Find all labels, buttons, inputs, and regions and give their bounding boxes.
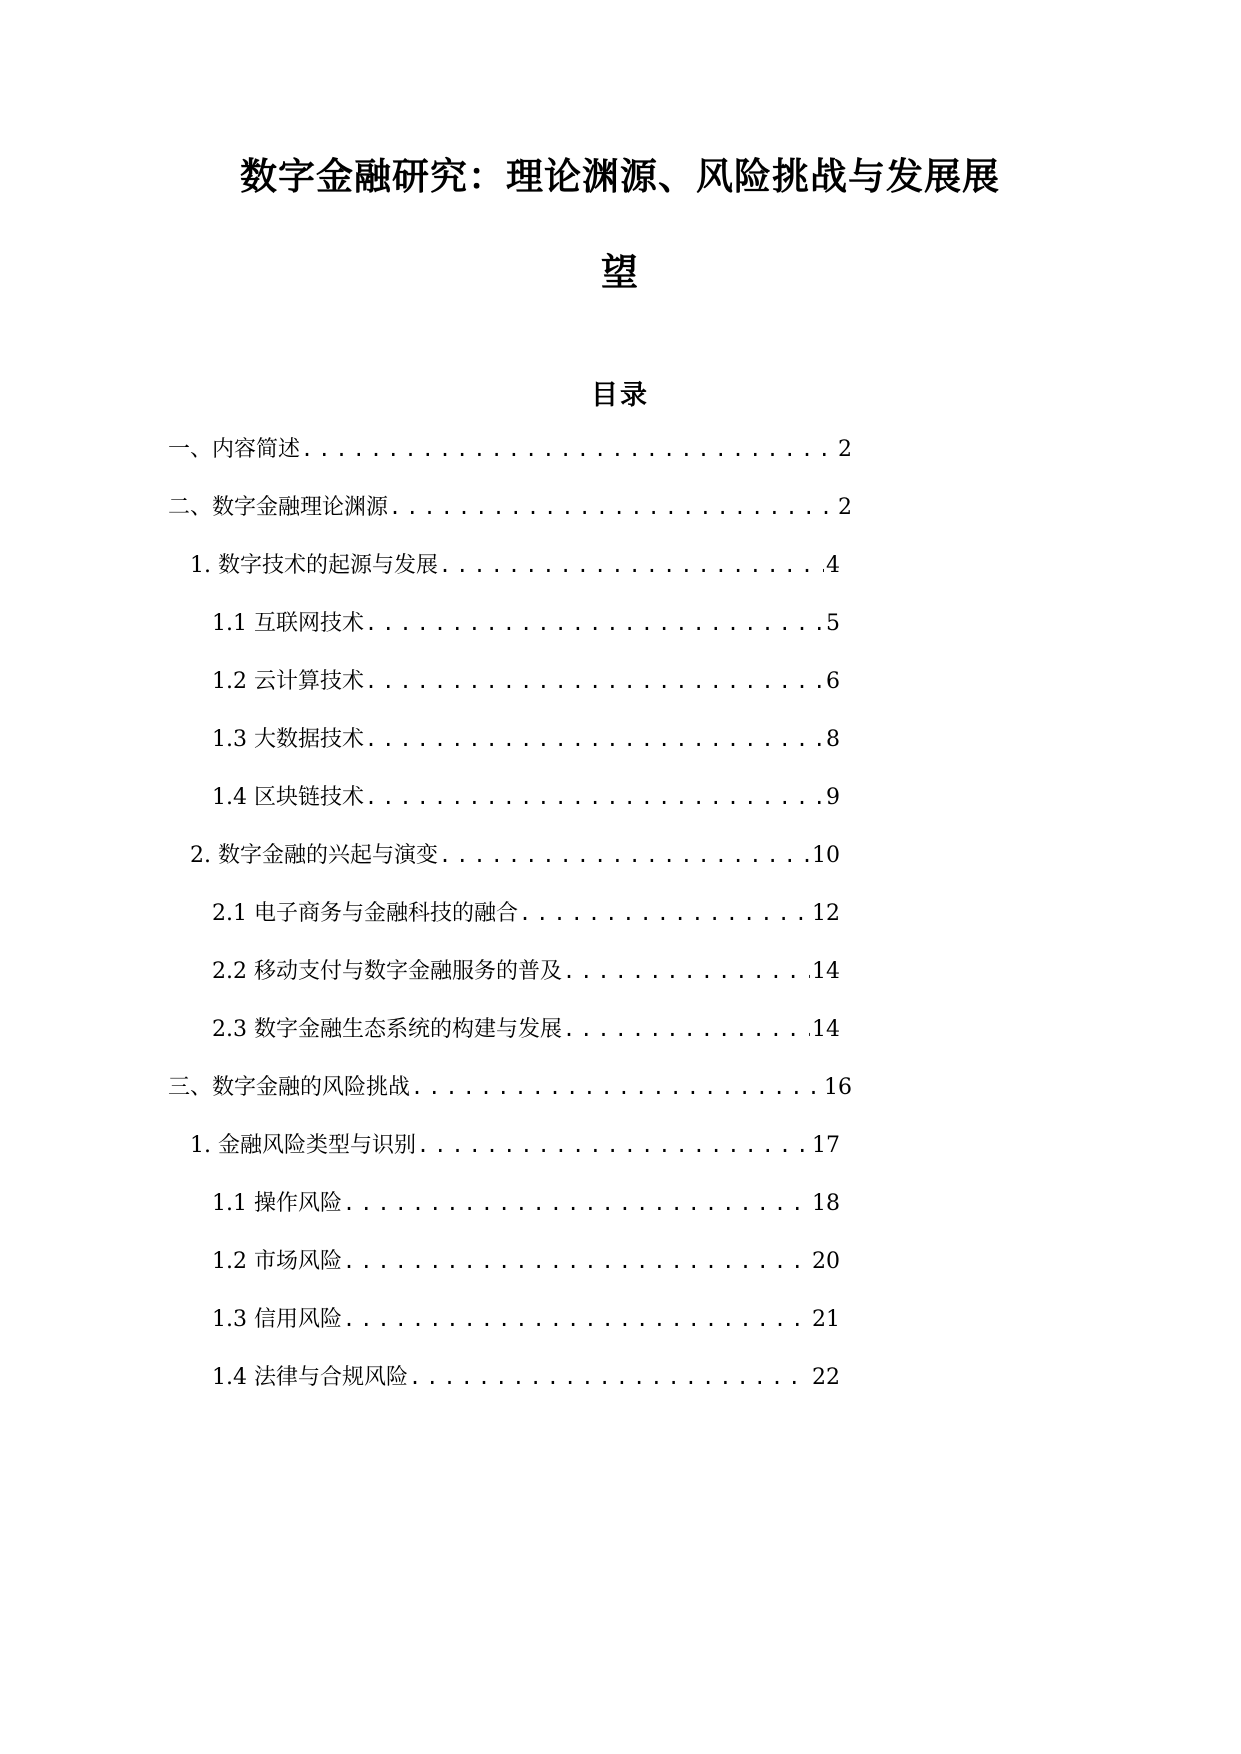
toc-entry-label: 2.1 电子商务与金融科技的融合: [212, 901, 518, 926]
toc-entry-label: 1. 数字技术的起源与发展: [190, 553, 438, 578]
toc-leader-dots: [439, 840, 810, 870]
toc-entry[interactable]: [168, 492, 852, 522]
toc-leader-dots: [417, 1130, 810, 1160]
toc-entry[interactable]: [212, 608, 840, 638]
toc-entry[interactable]: [212, 724, 840, 754]
toc-entry[interactable]: [190, 1130, 840, 1160]
toc-entry[interactable]: [212, 1246, 840, 1276]
toc-entry-page: 2: [838, 495, 852, 520]
toc-leader-dots: [365, 608, 824, 638]
toc-entry-page: 14: [812, 959, 840, 984]
toc-entry[interactable]: [212, 782, 840, 812]
toc-entry[interactable]: [168, 1072, 852, 1102]
toc-leader-dots: [389, 492, 836, 522]
toc-entry-page: 21: [812, 1307, 840, 1332]
toc-entry-label: 一、内容简述: [168, 437, 301, 462]
toc-entry-label: 1. 金融风险类型与识别: [190, 1133, 416, 1158]
toc-entry-page: 17: [812, 1133, 840, 1158]
toc-entry-page: 2: [838, 437, 852, 462]
toc-entry-label: 1.2 市场风险: [212, 1249, 342, 1274]
toc-entry-label: 2. 数字金融的兴起与演变: [190, 843, 438, 868]
toc-leader-dots: [343, 1246, 810, 1276]
toc-entry-page: 18: [812, 1191, 840, 1216]
toc-entry-page: 4: [826, 553, 840, 578]
toc-leader-dots: [563, 956, 810, 986]
toc-leader-dots: [411, 1072, 822, 1102]
toc-entry[interactable]: [212, 1362, 840, 1392]
toc-entry-page: 10: [812, 843, 840, 868]
toc-entry-page: 6: [826, 669, 840, 694]
toc-entry-page: 5: [826, 611, 840, 636]
toc-entry-label: 1.1 互联网技术: [212, 611, 364, 636]
toc-entry[interactable]: [190, 840, 840, 870]
toc-entry-label: 2.2 移动支付与数字金融服务的普及: [212, 959, 562, 984]
toc-leader-dots: [439, 550, 824, 580]
toc-leader-dots: [301, 434, 836, 464]
toc-entry[interactable]: [190, 550, 840, 580]
toc-entry-label: 三、数字金融的风险挑战: [168, 1075, 411, 1100]
toc-entry[interactable]: [212, 956, 840, 986]
toc-entry-page: 8: [826, 727, 840, 752]
toc-leader-dots: [365, 724, 824, 754]
toc-entry-label: 1.2 云计算技术: [212, 669, 364, 694]
toc-entry-label: 1.4 法律与合规风险: [212, 1365, 408, 1390]
toc-entry[interactable]: [212, 666, 840, 696]
toc-entry-page: 16: [824, 1075, 852, 1100]
toc-entry-page: 22: [812, 1365, 840, 1390]
toc-entry[interactable]: [212, 1188, 840, 1218]
toc-entry[interactable]: [168, 434, 852, 464]
toc-leader-dots: [519, 898, 810, 928]
toc-leader-dots: [563, 1014, 810, 1044]
toc-entry[interactable]: [212, 1014, 840, 1044]
toc-entry-page: 12: [812, 901, 840, 926]
toc-leader-dots: [409, 1362, 810, 1392]
toc-leader-dots: [365, 666, 824, 696]
toc-entry[interactable]: [212, 898, 840, 928]
toc-entry-label: 二、数字金融理论渊源: [168, 495, 389, 520]
toc-entry-label: 2.3 数字金融生态系统的构建与发展: [212, 1017, 562, 1042]
toc-leader-dots: [343, 1188, 810, 1218]
toc-entry-page: 14: [812, 1017, 840, 1042]
toc-leader-dots: [365, 782, 824, 812]
toc-leader-dots: [343, 1304, 810, 1334]
toc-entry-label: 1.4 区块链技术: [212, 785, 364, 810]
toc-entry-page: 9: [826, 785, 840, 810]
toc-entry-page: 20: [812, 1249, 840, 1274]
toc-entry-label: 1.3 信用风险: [212, 1307, 342, 1332]
document-title-line-2: 望: [601, 250, 639, 294]
toc-entry[interactable]: [212, 1304, 840, 1334]
document-title-line-1: 数字金融研究：理论渊源、风险挑战与发展展: [240, 154, 1000, 198]
toc-entry-label: 1.3 大数据技术: [212, 727, 364, 752]
toc-heading: 目录: [591, 380, 649, 411]
toc-entry-label: 1.1 操作风险: [212, 1191, 342, 1216]
